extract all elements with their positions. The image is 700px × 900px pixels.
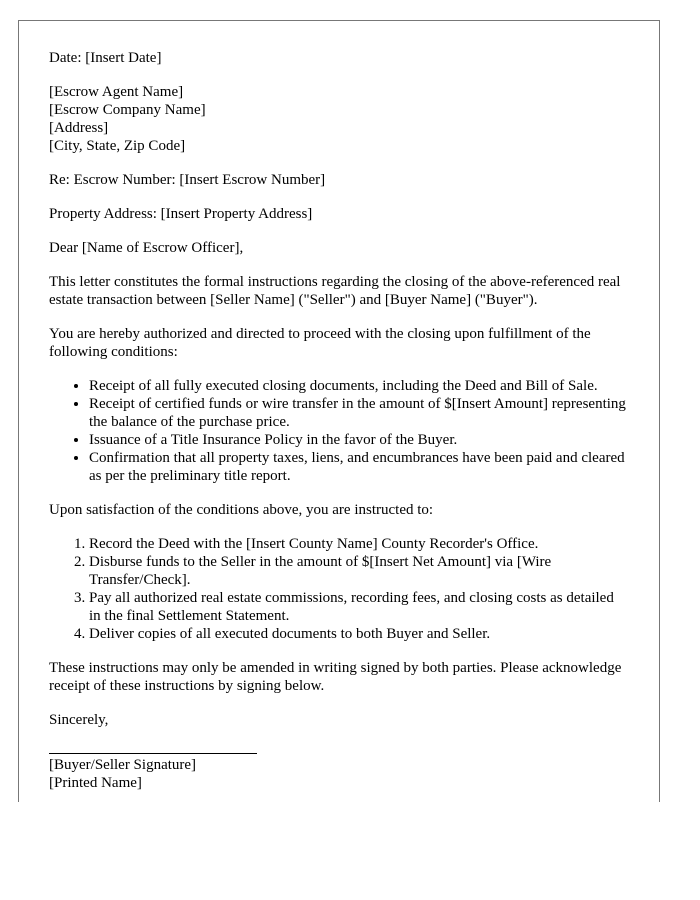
- list-item: 4. Deliver copies of all executed documents to both Buyer and Seller.: [89, 625, 629, 643]
- escrow-company-name: [Escrow Company Name]: [49, 102, 206, 118]
- property-address-line: Property Address: [Insert Property Address]: [49, 206, 313, 222]
- closing: Sincerely,: [49, 712, 109, 728]
- list-item: • Receipt of all fully executed closing documents, including the Deed and Bill of Sale.: [89, 377, 629, 395]
- escrow-agent-name: [Escrow Agent Name]: [49, 84, 184, 100]
- re-line: Re: Escrow Number: [Insert Escrow Number]: [49, 172, 326, 188]
- instructions-list: [49, 535, 629, 643]
- intro-paragraph: This letter constitutes the formal instructions regarding the closing of the above-referenced real estate transaction between [Seller Name] ("Seller") and [Buyer Name] ("Buyer").: [49, 274, 621, 308]
- printed-name: [Printed Name]: [49, 775, 142, 791]
- amendment-note: These instructions may only be amended in writing signed by both parties. Please acknowledge receipt of these instructions by signing below.: [49, 660, 622, 694]
- conditions-intro: You are hereby authorized and directed to proceed with the closing upon fulfillment of the following conditions:: [49, 326, 591, 360]
- instructions-intro: Upon satisfaction of the conditions above, you are instructed to:: [49, 502, 434, 518]
- signature-label: [Buyer/Seller Signature]: [49, 757, 197, 773]
- recipient-block: [49, 83, 629, 155]
- list-item: 2. Disburse funds to the Seller in the amount of $[Insert Net Amount] via [Wire Transfer/Check].: [89, 553, 629, 589]
- recipient-address: [Address]: [49, 120, 109, 136]
- date-line: Date: [Insert Date]: [49, 50, 162, 66]
- letter-page: [18, 20, 660, 802]
- list-item: 1. Record the Deed with the [Insert County Name] County Recorder's Office.: [89, 535, 629, 553]
- list-item: • Issuance of a Title Insurance Policy in the favor of the Buyer.: [89, 431, 629, 449]
- list-item: 3. Pay all authorized real estate commissions, recording fees, and closing costs as detailed in the final Settlement Statement.: [89, 589, 629, 625]
- signature-line: [49, 753, 257, 754]
- salutation: Dear [Name of Escrow Officer],: [49, 240, 244, 256]
- recipient-city-state-zip: [City, State, Zip Code]: [49, 138, 186, 154]
- list-item: • Confirmation that all property taxes, liens, and encumbrances have been paid and cleared as per the preliminary title report.: [89, 449, 629, 485]
- conditions-list: [49, 377, 629, 485]
- list-item: • Receipt of certified funds or wire transfer in the amount of $[Insert Amount] representing the balance of the purchase price.: [89, 395, 629, 431]
